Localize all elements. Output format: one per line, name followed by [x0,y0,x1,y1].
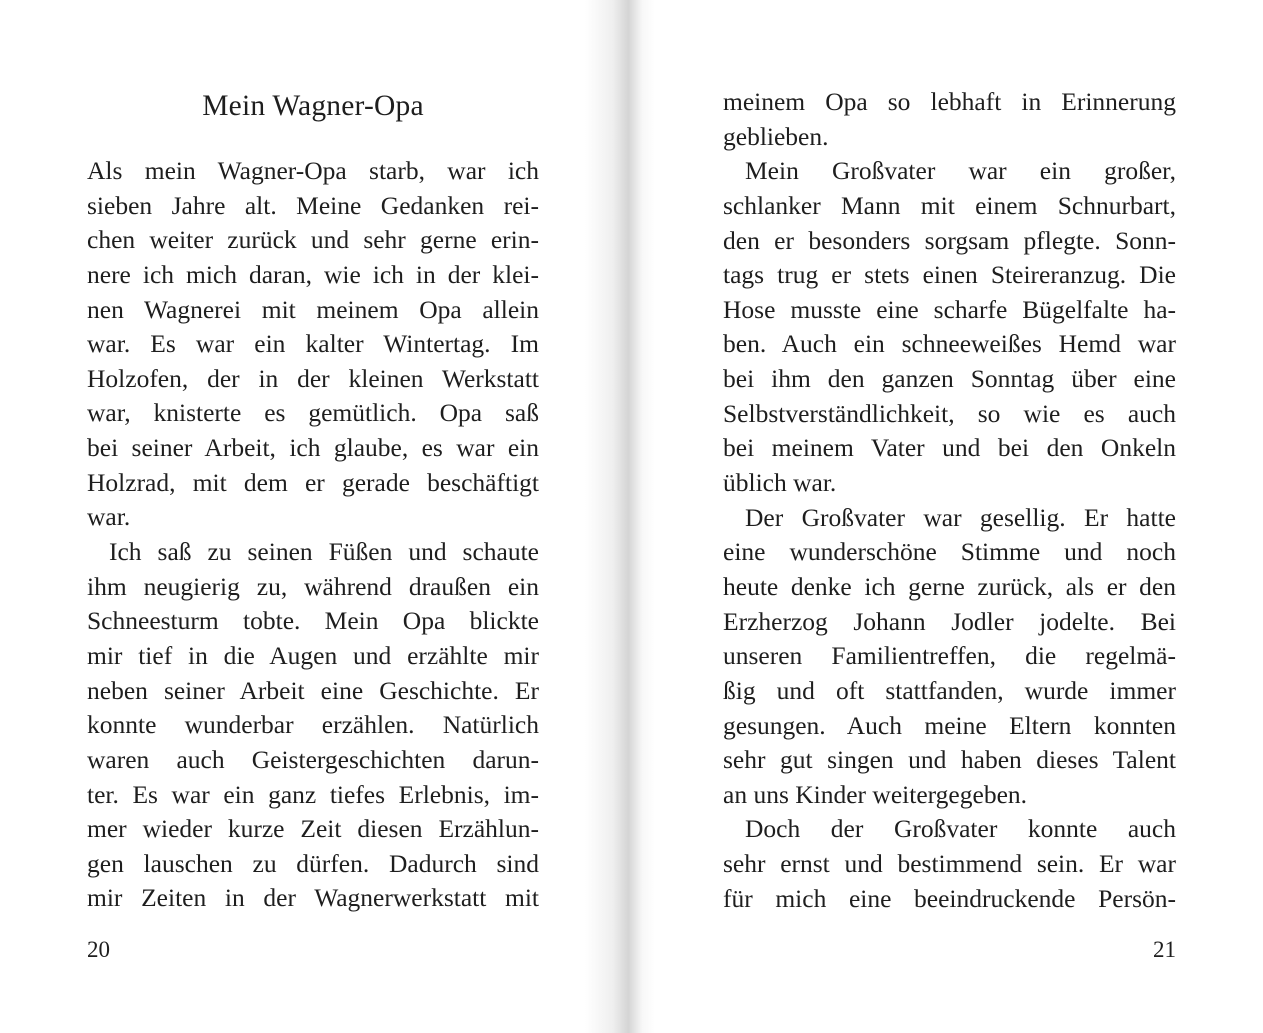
text-line: Mein Großvater war ein großer, [745,156,1176,186]
text-line: mer wieder kurze Zeit diesen Erzählun- [87,814,539,844]
text-line: ben. Auch ein schneeweißes Hemd war [723,329,1176,359]
text-line: Erzherzog Johann Jodler jodelte. Bei [723,606,1176,636]
text-line: Holzrad, mit dem er gerade beschäftigt [87,467,539,497]
text-line: waren auch Geistergeschichten darun- [87,744,539,774]
text-line: gen lauschen zu dürfen. Dadurch sind [87,848,539,878]
right-page [723,0,1176,1033]
text-line: Holzofen, der in der kleinen Werkstatt [87,363,539,393]
text-line: Schneesturm tobte. Mein Opa blickte [87,606,539,636]
text-line: mir tief in die Augen und erzählte mir [87,640,539,670]
text-line: war. [87,502,131,532]
text-line: Hose musste eine scharfe Bügelfalte ha- [723,294,1176,324]
text-line: neben seiner Arbeit eine Geschichte. Er [87,675,539,705]
text-line: ßig und oft stattfanden, wurde immer [723,675,1176,705]
left-page-text [87,154,539,916]
text-line: geblieben. [723,121,829,151]
text-line: heute denke ich gerne zurück, als er den [723,571,1176,601]
text-line: sehr ernst und bestimmend sein. Er war [723,849,1176,879]
text-line: konnte wunderbar erzählen. Natürlich [87,710,539,740]
text-line: nere ich mich daran, wie ich in der klei- [87,259,539,289]
text-line: üblich war. [723,468,837,498]
text-line: tags trug er stets einen Steireranzug. Die [723,260,1176,290]
text-line: nen Wagnerei mit meinem Opa allein [87,294,539,324]
text-line: mir Zeiten in der Wagnerwerkstatt mit [87,883,539,913]
text-line: Der Großvater war gesellig. Er hatte [745,502,1176,532]
book-gutter-shadow [585,0,655,1033]
text-line: war, knisterte es gemütlich. Opa saß [87,398,539,428]
text-line: für mich eine beeindruckende Persön- [723,883,1176,913]
text-line: meinem Opa so lebhaft in Erinnerung [723,87,1176,116]
text-line: chen weiter zurück und sehr gerne erin- [87,225,539,255]
text-line: bei meinem Vater und bei den Onkeln [723,433,1176,463]
text-line: schlanker Mann mit einem Schnurbart, [723,190,1176,220]
text-line: bei seiner Arbeit, ich glaube, es war ein [87,433,539,463]
text-line: den er besonders sorgsam pflegte. Sonn- [723,225,1176,255]
text-line: war. Es war ein kalter Wintertag. Im [87,329,539,359]
text-line: eine wunderschöne Stimme und noch [723,537,1176,567]
text-line: Selbstverständlichkeit, so wie es auch [723,398,1176,428]
text-line: ihm neugierig zu, während draußen ein [87,571,539,601]
page-number: 21 [1153,937,1176,962]
text-line: ter. Es war ein ganz tiefes Erlebnis, im- [87,779,539,809]
text-line: an uns Kinder weitergegeben. [723,779,1028,809]
page-number: 20 [87,937,110,962]
chapter-title: Mein Wagner-Opa [202,90,424,122]
text-line: unseren Familientreffen, die regelmä- [723,641,1176,671]
left-page [87,0,539,1033]
text-line: sehr gut singen und haben dieses Talent [723,745,1176,775]
text-line: Als mein Wagner-Opa starb, war ich [87,156,539,185]
text-line: Doch der Großvater konnte auch [745,814,1176,844]
right-page-text [723,85,1176,916]
text-line: gesungen. Auch meine Eltern konnten [723,710,1176,740]
text-line: sieben Jahre alt. Meine Gedanken rei- [87,190,539,220]
text-line: bei ihm den ganzen Sonntag über eine [723,364,1176,394]
text-line: Ich saß zu seinen Füßen und schaute [109,537,539,567]
